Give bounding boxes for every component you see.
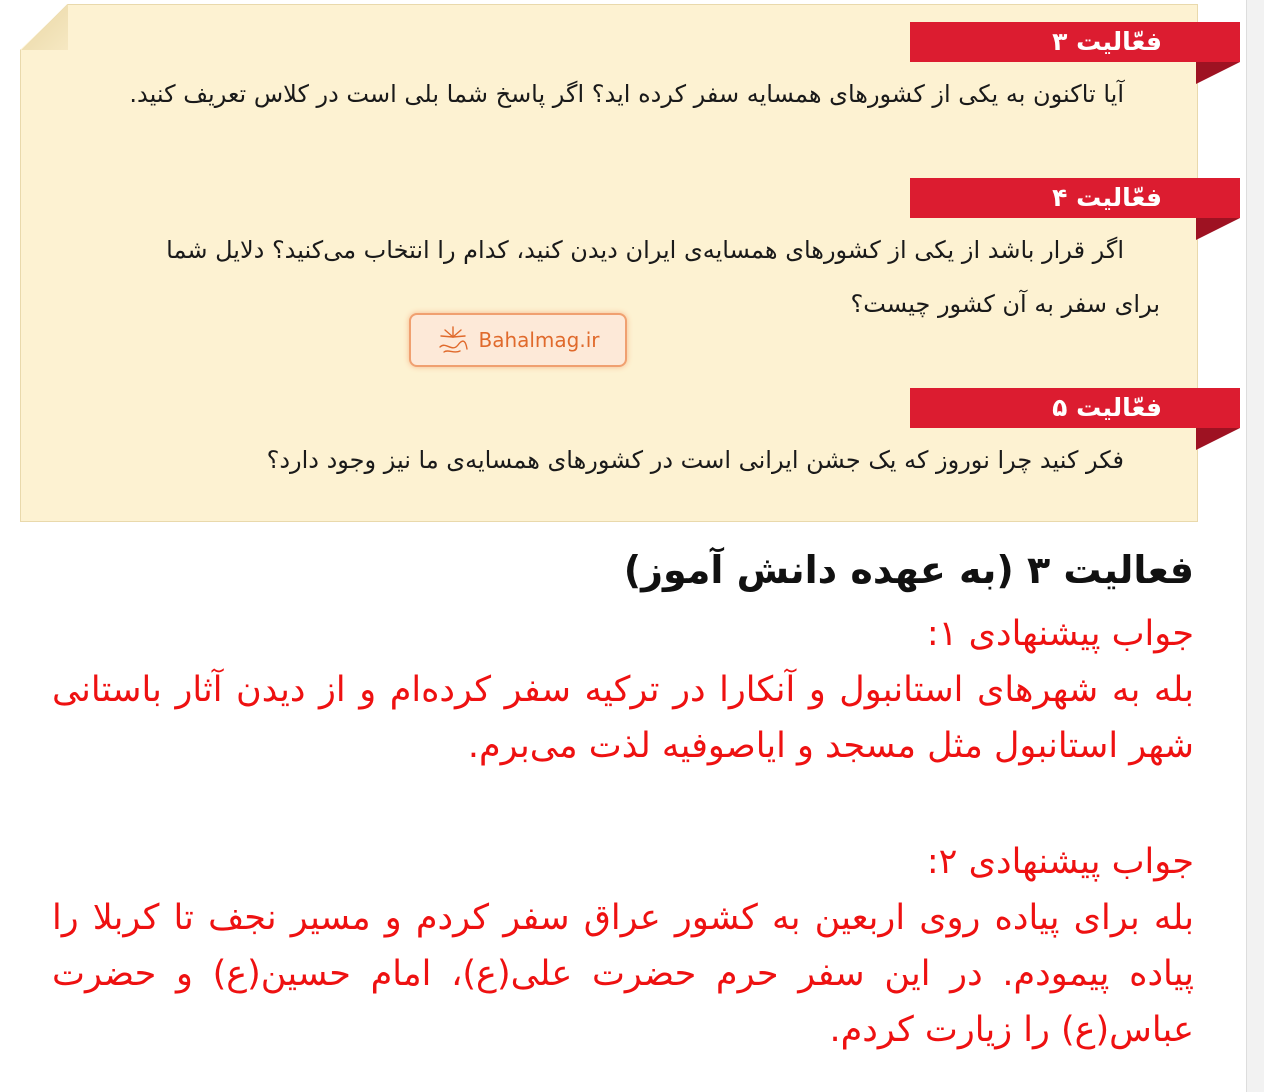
suggestion-2-label: جواب پیشنهادی ۲: [926,842,1194,882]
activity-3-title: فعّالیت ۳ [1052,27,1162,56]
folded-corner [20,4,68,50]
activity-5-banner [910,388,1240,428]
activity-3-banner-tail [1196,62,1240,84]
watermark-text[interactable]: Bahalmag.ir [478,328,600,352]
suggestion-1-text: بله به شهرهای استانبول و آنکارا در ترکیه سفر کرده‌ام و از دیدن آثار باستانی شهر استانبول مثل مسجد و ایاصوفیه لذت می‌برم. [52,670,1194,766]
activity-4-text-line2: برای سفر به آن کشور چیست؟ [850,290,1160,318]
activity-3-banner [910,22,1240,62]
suggestion-1-label: جواب پیشنهادی ۱: [926,614,1194,654]
activity-4-banner-tail [1196,218,1240,240]
sun-calligraphy-logo-icon [436,323,470,357]
activity-3-text: آیا تاکنون به یکی از کشورهای همسایه سفر کرده اید؟ اگر پاسخ شما بلی است در کلاس تعریف کنید. [129,80,1124,108]
activity-4-text-line1: اگر قرار باشد از یکی از کشورهای همسایه‌ی ایران دیدن کنید، کدام را انتخاب می‌کنید؟ دلایل شما [166,236,1124,264]
activity-5-banner-tail [1196,428,1240,450]
activity-5-title: فعّالیت ۵ [1052,393,1162,422]
activity-5-text: فکر کنید چرا نوروز که یک جشن ایرانی است در کشورهای همسایه‌ی ما نیز وجود دارد؟ [266,446,1124,474]
activity-4-banner [910,178,1240,218]
scrollbar-track[interactable] [1246,0,1264,1092]
suggestion-2-text: بله برای پیاده روی اربعین به کشور عراق سفر کردم و مسیر نجف تا کربلا را پیاده پیمودم. در این سفر حرم حضرت علی(ع)، امام حسین(ع) و حضرت عباس(ع) را زیارت کردم. [52,898,1194,1050]
activity-4-title: فعّالیت ۴ [1052,183,1162,212]
watermark-badge[interactable] [409,313,627,367]
answer-heading: فعالیت ۳ (به عهده دانش آموز) [623,548,1194,592]
